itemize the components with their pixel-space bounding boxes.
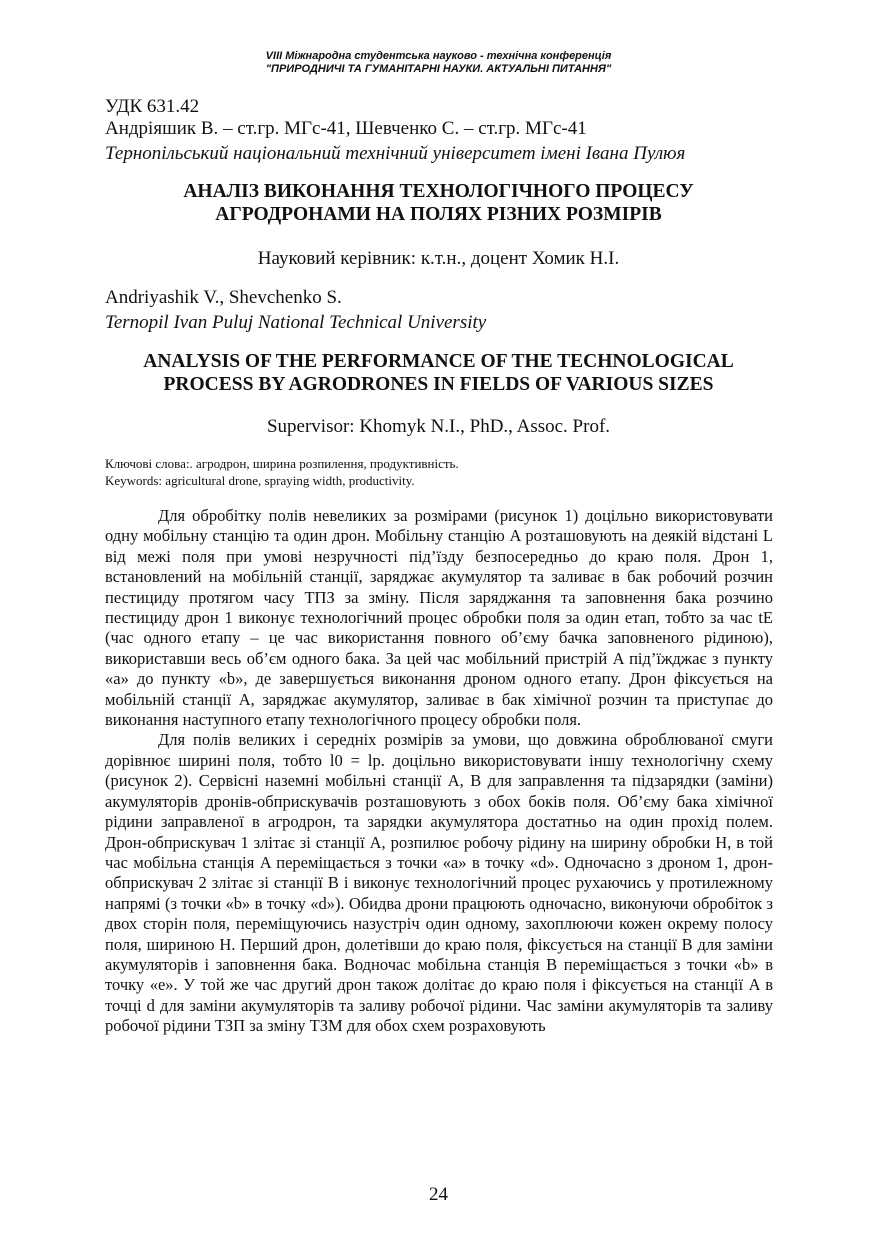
- conference-header: [0, 50, 877, 76]
- title-en-line-2: PROCESS BY AGRODRONES IN FIELDS OF VARIOUS SIZES: [163, 374, 714, 395]
- conference-line-1: VIII Міжнародна студентська науково - технічна конференція: [265, 50, 612, 62]
- title-uk-line-2: АГРОДРОНАМИ НА ПОЛЯХ РІЗНИХ РОЗМІРІВ: [215, 204, 662, 225]
- supervisor-uk: Науковий керівник: к.т.н., доцент Хомик Н.І.: [257, 248, 620, 269]
- conference-line-2: "ПРИРОДНИЧІ ТА ГУМАНІТАРНІ НАУКИ. АКТУАЛЬНІ ПИТАННЯ": [265, 63, 612, 75]
- body-text: [105, 506, 773, 1037]
- udc-code: УДК 631.42: [105, 96, 200, 117]
- university-en: Ternopil Ivan Puluj National Technical University: [105, 312, 487, 333]
- supervisor-en: Supervisor: Khomyk N.I., PhD., Assoc. Prof.: [266, 416, 611, 437]
- authors-uk: Андріяшик В. – ст.гр. МГс-41, Шевченко С. – ст.гр. МГс-41: [105, 118, 587, 139]
- authors-en: Andriyashik V., Shevchenko S.: [105, 287, 342, 308]
- university-uk: Тернопільський національний технічний університет імені Івана Пулюя: [105, 143, 686, 164]
- page-number: 24: [429, 1184, 448, 1205]
- title-en: [0, 350, 877, 396]
- title-en-line-1: ANALYSIS OF THE PERFORMANCE OF THE TECHNOLOGICAL: [143, 351, 734, 372]
- paragraph-1: Для обробітку полів невеликих за розмірами (рисунок 1) доцільно використовувати одну мобільну станцію та один дрон. Мобільну станцію A розташовують на деякій відстані L від межі поля при умові незручності під’їзду безпосередньо до краю поля. Дрон 1, встановлений на мобільній станції, заряджає акумулятор та заливає в бак робочий розчин пестициду протягом часу TПЗ за зміну. Після заряджання та заповнення бака розчино пестициду дрон 1 виконує технологічний процес обробки поля за один етап, тобто за час tE (час одного етапу – це час використання повного об’єму бачка заповненого рідиною), використавши весь об’єм одного бака. За цей час мобільний пристрій A під’їжджає з пункту «a» до пункту «b», де завершується виконання дроном одного етапу. Дрон фіксується на мобільній станції A, заряджає акумулятор, заливає в бак хімічної розчин та приступає до виконання наступного етапу технологічного процесу обробки поля.: [105, 506, 773, 730]
- title-uk: [0, 180, 877, 226]
- title-uk-line-1: АНАЛІЗ ВИКОНАННЯ ТЕХНОЛОГІЧНОГО ПРОЦЕСУ: [183, 181, 694, 202]
- keywords-uk: Ключові слова:. агродрон, ширина розпилення, продуктивність.: [105, 456, 459, 471]
- paragraph-2: Для полів великих і середніх розмірів за умови, що довжина оброблюваної смуги дорівнює ширині поля, тобто l0 = lp. доцільно використовувати іншу технологічну схему (рисунок 2). Сервісні наземні мобільні станції A, B для заправлення та підзарядки (заміни) акумуляторів дронів-обприскувачів розташовують з обох боків поля. Об’єму бака хімічної рідини заправленої в агродрон, та зарядки акумулятора достатньо на один прохід полем. Дрон-обприскувач 1 злітає зі станції A, розпилює робочу рідину на ширину обробки H, в той час мобільна станція A переміщається з точки «a» в точку «d». Одночасно з дроном 1, дрон-обприскувач 2 злітає зі станції B і виконує технологічний процес рухаючись у протилежному напрямі (з точки «b» в точку «d»). Обидва дрони працюють одночасно, виконуючи обробіток з двох сторін поля, переміщуючись назустріч один одному, захоплюючи кожен окрему полосу поля, шириною H. Перший дрон, долетівши до краю поля, фіксується на станції B для заміни акумуляторів і заповнення бака. Водночас мобільна станція B переміщається з точки «b» в точку «e». У той же час другий дрон також долітає до краю поля і фіксується на станції A в точці d для заміни акумуляторів та заливу робочої рідини. Час заміни акумуляторів та заливу робочої рідини TЗП за зміну TЗМ для обох схем розраховують: [105, 730, 773, 1036]
- keywords-en: Keywords: agricultural drone, spraying width, productivity.: [105, 473, 415, 488]
